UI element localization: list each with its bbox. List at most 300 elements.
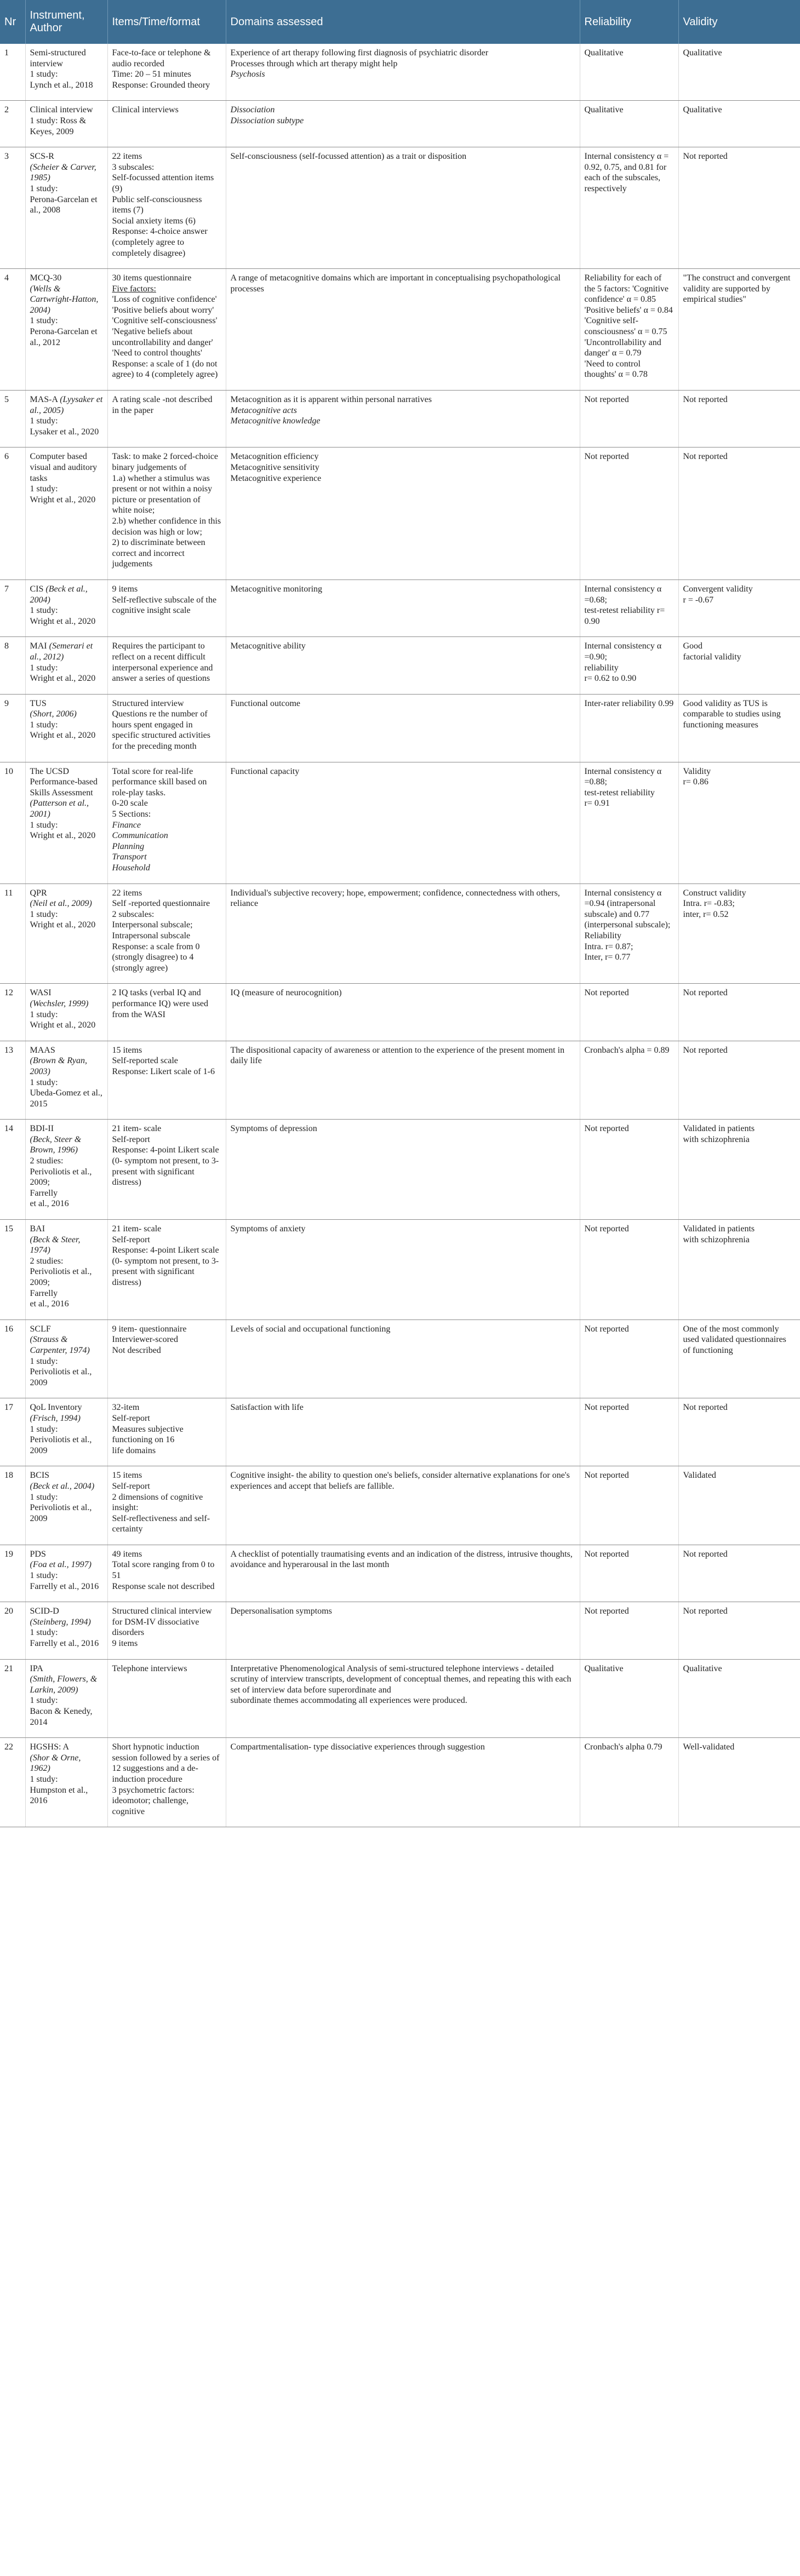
header-items: Items/Time/format [107,0,226,44]
cell-items [107,147,226,269]
header-row [0,0,800,44]
cell-reliability [580,694,678,762]
cell-instrument [25,1120,107,1220]
cell-items [107,1220,226,1320]
cell-line: 22 items [112,888,142,898]
cell-line: 32-item [112,1403,140,1413]
cell-nr: 6 [0,447,25,580]
cell-nr: 11 [0,883,25,984]
table-row [0,447,800,580]
cell-line: MCQ-30 [30,273,62,283]
cell-line: Intra. r= -0.83; [683,899,735,909]
cell-line: Metacognitive experience [230,473,322,483]
cell-items [107,984,226,1041]
cell-nr: 20 [0,1602,25,1659]
cell-line: 2) to discriminate between correct and incorrect judgements [112,538,205,569]
cell-line: QoL Inventory [30,1403,82,1413]
cell-line: Construct validity [683,888,746,898]
cell-line: 1 study: Ross & Keyes, 2009 [30,116,87,136]
table-row [0,762,800,883]
cell-domains [226,984,580,1041]
cell-reliability [580,1545,678,1602]
cell-line: Self-focussed attention items (9) [112,173,214,193]
cell-line: Qualitative [584,1663,624,1673]
cell-line: Not reported [584,1324,629,1334]
cell-line: Interpretative Phenomenological Analysis of semi-structured telephone interviews - detailed scrutiny of interview transcripts, development of conceptual themes, and repeating this with each set of interview data before superordinate and [230,1663,572,1695]
cell-line: Response: 4-point Likert scale (0- symptom not present, to 3- present with significant distress) [112,1145,219,1187]
cell-line: Not reported [584,1124,629,1134]
cell-instrument [25,762,107,883]
cell-line: Validated [683,1471,716,1481]
header-instrument: Instrument, Author [25,0,107,44]
cell-line: 2.b) whether confidence in this decision was high or low; [112,516,221,537]
cell-line: r= 0.91 [584,799,610,808]
cell-line: 'Positive beliefs about worry' [112,305,214,315]
cell-reliability [580,580,678,636]
cell-line: 21 item- scale [112,1224,162,1234]
cell-line: "The construct and convergent validity are supported by empirical studies" [683,273,791,305]
cell-line: MAAS [30,1045,55,1055]
cell-line: The UCSD Performance-based Skills Assessment [30,766,98,798]
cell-validity [678,1319,800,1398]
cell-nr: 21 [0,1659,25,1738]
cell-line: Lysaker et al., 2020 [30,427,99,437]
cell-line: Face-to-face or telephone & audio recorded [112,48,211,68]
cell-line: Not reported [584,988,629,998]
cell-line: 1 study: [30,663,58,673]
table-row [0,147,800,269]
cell-line: Perivoliotis et al., 2009 [30,1367,92,1387]
cell-line: Wright et al., 2020 [30,831,96,841]
cell-line: (Strauss & Carpenter, 1974) [30,1335,90,1355]
cell-line: 1 study: [30,183,58,193]
cell-line: Planning [112,841,145,851]
cell-line: (Short, 2006) [30,709,77,719]
cell-line: SCLF [30,1324,51,1334]
cell-line: 15 items [112,1471,142,1481]
table-row [0,1602,800,1659]
cell-line: Response scale not described [112,1581,215,1591]
cell-line: Metacognition as it is apparent within personal narratives [230,395,432,405]
cell-line: Metacognitive acts [230,405,297,415]
cell-instrument [25,44,107,101]
cell-line: (Scheier & Carver, 1985) [30,162,96,183]
cell-line: test-retest reliability r= 0.90 [584,606,665,626]
cell-line: WASI [30,988,52,998]
cell-line: 1 study: [30,1356,58,1366]
cell-line: 1 study: [30,720,58,730]
cell-instrument [25,580,107,636]
cell-instrument [25,147,107,269]
cell-nr: 19 [0,1545,25,1602]
cell-instrument [25,637,107,694]
cell-instrument [25,447,107,580]
cell-line: Good [683,641,703,651]
cell-line: Satisfaction with life [230,1403,304,1413]
cell-line: Levels of social and occupational functioning [230,1324,391,1334]
cell-line: Qualitative [584,105,624,115]
cell-line: 1 study: [30,1424,58,1434]
cell-line: Metacognitive knowledge [230,416,321,426]
cell-line: Symptoms of depression [230,1124,317,1134]
cell-items [107,1602,226,1659]
cell-line: Wright et al., 2020 [30,495,96,504]
cell-line: 'Need to control thoughts' [112,348,202,358]
cell-domains [226,1319,580,1398]
table-row [0,391,800,447]
cell-items [107,1041,226,1120]
cell-reliability [580,637,678,694]
cell-line: Task: to make 2 forced-choice binary judgements of [112,452,218,472]
cell-line: 1 study: [30,1492,58,1502]
cell-line: 1.a) whether a stimulus was present or not within a noisy picture or presentation of white noise; [112,473,213,515]
cell-line: Structured interview [112,698,184,708]
cell-line: Short hypnotic induction session followed by a series of 12 suggestions and a de-induction procedure [112,1742,220,1784]
cell-nr: 10 [0,762,25,883]
cell-validity [678,147,800,269]
cell-line: Not reported [683,1403,728,1413]
table-row [0,1041,800,1120]
cell-nr: 7 [0,580,25,636]
cell-instrument [25,1738,107,1827]
cell-line: MAI (Semerari et al., 2012) [30,641,93,662]
cell-validity [678,984,800,1041]
cell-line: 'Cognitive self-consciousness' [112,316,218,326]
cell-line: Interpersonal subscale; [112,920,193,930]
cell-line: One of the most commonly used validated questionnaires of functioning [683,1324,786,1355]
table-row [0,1738,800,1827]
cell-reliability [580,1120,678,1220]
cell-items [107,1659,226,1738]
cell-line: Not reported [683,452,728,462]
cell-domains [226,694,580,762]
cell-instrument [25,1041,107,1120]
cell-line: Intra. r= 0.87; [584,942,633,951]
table-body [0,44,800,1827]
cell-line: Qualitative [683,105,722,115]
cell-line: Measures subjective functioning on 16 [112,1424,184,1445]
cell-line: Self-report [112,1413,150,1423]
cell-line: Internal consistency α =0.68; [584,584,662,605]
cell-line: 2 studies: [30,1256,64,1266]
cell-line: Metacognitive sensitivity [230,463,319,472]
cell-line: Self-report [112,1235,150,1244]
cell-line: Response: Likert scale of 1-6 [112,1066,215,1076]
cell-line: Not reported [584,395,629,405]
cell-line: Functional outcome [230,698,301,708]
cell-line: Five factors: [112,284,156,294]
cell-line: TUS [30,698,47,708]
cell-line: Not reported [683,1045,728,1055]
cell-line: (Smith, Flowers, & Larkin, 2009) [30,1674,98,1695]
cell-line: 'Need to control thoughts' α = 0.78 [584,359,648,380]
cell-line: Self-report [112,1481,150,1491]
cell-nr: 1 [0,44,25,101]
cell-line: Reliability [584,931,622,940]
cell-line: Not reported [584,1403,629,1413]
cell-line: IPA [30,1663,43,1673]
cell-line: 1 study: [30,1628,58,1638]
cell-line: Validated in patients [683,1124,755,1134]
cell-line: MAS-A (Lyysaker et al., 2005) [30,395,103,415]
cell-line: factorial validity [683,652,741,662]
cell-line: Reliability for each of the 5 factors: 'Cognitive confidence' α = 0.85 [584,273,669,305]
cell-reliability [580,1041,678,1120]
cell-line: Well-validated [683,1742,735,1752]
cell-line: A range of metacognitive domains which are important in conceptualising psychopathological processes [230,273,561,294]
cell-line: Metacognition efficiency [230,452,319,462]
cell-line: Transport [112,852,147,862]
cell-line: 'Cognitive self-consciousness' α = 0.75 [584,316,667,337]
cell-line: Self-report [112,1134,150,1144]
cell-line: Psychosis [230,70,265,79]
cell-line: Not reported [683,988,728,998]
cell-line: Wright et al., 2020 [30,616,96,626]
cell-line: (Foa et al., 1997) [30,1560,92,1570]
cell-items [107,694,226,762]
cell-line: Humpston et al., 2016 [30,1785,88,1806]
cell-line: r= 0.62 to 0.90 [584,674,637,684]
cell-line: Cronbach's alpha = 0.89 [584,1045,670,1055]
cell-line: 1 study: [30,1009,58,1019]
cell-line: Perivoliotis et al., 2009; [30,1267,92,1287]
table-row [0,1398,800,1466]
cell-domains [226,391,580,447]
cell-line: 0-20 scale [112,799,148,808]
cell-line: Perivoliotis et al., 2009 [30,1435,92,1455]
cell-line: Time: 20 – 51 minutes [112,70,191,79]
cell-nr: 5 [0,391,25,447]
cell-line: CIS (Beck et al., 2004) [30,584,88,605]
cell-line: Self-consciousness (self-focussed attention) as a trait or disposition [230,152,467,162]
cell-line: Clinical interviews [112,105,179,115]
cell-domains [226,883,580,984]
cell-validity [678,762,800,883]
cell-validity [678,1120,800,1220]
cell-line: (Beck & Steer, 1974) [30,1235,81,1255]
cell-line: Household [112,863,150,873]
cell-validity [678,447,800,580]
cell-line: 2 dimensions of cognitive insight: [112,1492,203,1513]
cell-line: The dispositional capacity of awareness or attention to the experience of the present moment in daily life [230,1045,565,1066]
cell-instrument [25,883,107,984]
cell-line: Computer based visual and auditory tasks [30,452,98,483]
cell-reliability [580,1466,678,1545]
cell-reliability [580,1602,678,1659]
cell-line: Inter, r= 0.77 [584,953,631,962]
cell-reliability [580,447,678,580]
cell-line: Symptoms of anxiety [230,1224,306,1234]
cell-line: Total score for real-life performance skill based on role-play tasks. [112,766,207,798]
cell-line: Telephone interviews [112,1663,187,1673]
cell-line: A checklist of potentially traumatising events and an indication of the distress, intrusive thoughts, avoidance and hyperarousal in the last month [230,1549,573,1570]
cell-validity [678,1041,800,1120]
cell-line: Not reported [584,1607,629,1616]
cell-line: 1 study: [30,316,58,326]
cell-validity [678,1545,800,1602]
cell-line: 1 study: [30,820,58,830]
cell-line: Response: Grounded theory [112,80,210,90]
cell-line: 21 item- scale [112,1124,162,1134]
table-row [0,1220,800,1320]
cell-line: Metacognitive ability [230,641,306,651]
table-row [0,1120,800,1220]
cell-domains [226,147,580,269]
cell-line: r = -0.67 [683,595,714,605]
cell-line: Response: 4-point Likert scale (0- symptom not present, to 3- present with significant distress) [112,1246,219,1287]
cell-instrument [25,1466,107,1545]
cell-items [107,447,226,580]
cell-items [107,391,226,447]
cell-line: Not reported [683,395,728,405]
cell-validity [678,269,800,391]
cell-domains [226,1545,580,1602]
cell-line: Structured clinical interview for DSM-IV dissociative disorders [112,1607,212,1638]
cell-reliability [580,101,678,147]
cell-instrument [25,1545,107,1602]
cell-line: Response: a scale of 1 (do not agree) to 4 (completely agree) [112,359,218,380]
cell-line: (Beck et al., 2004) [30,1481,95,1491]
cell-line: 1 study: [30,1696,58,1706]
cell-nr: 13 [0,1041,25,1120]
cell-line: A rating scale -not described in the paper [112,395,213,415]
cell-line: Response: 4-choice answer (completely agree to completely disagree) [112,227,208,258]
cell-nr: 3 [0,147,25,269]
cell-reliability [580,984,678,1041]
cell-line: reliability [584,663,619,673]
cell-reliability [580,1398,678,1466]
cell-nr: 17 [0,1398,25,1466]
cell-line: Public self-consciousness items (7) [112,194,202,215]
cell-line: 2 subscales: [112,909,155,919]
cell-line: Processes through which art therapy might help [230,59,398,68]
cell-domains [226,637,580,694]
table-row [0,1466,800,1545]
cell-validity [678,101,800,147]
cell-instrument [25,1398,107,1466]
cell-line: BDI-II [30,1124,54,1134]
cell-nr: 14 [0,1120,25,1220]
cell-line: subordinate themes accommodating all experiences were produced. [230,1696,467,1706]
cell-validity [678,391,800,447]
cell-domains [226,1220,580,1320]
cell-line: Depersonalisation symptoms [230,1607,332,1616]
cell-nr: 16 [0,1319,25,1398]
cell-reliability [580,1319,678,1398]
cell-line: Internal consistency α =0.88; [584,766,662,787]
cell-line: 3 subscales: [112,162,155,172]
table-row [0,883,800,984]
cell-line: r= 0.86 [683,777,708,787]
cell-line: 1 study: [30,909,58,919]
cell-line: Communication [112,831,168,841]
cell-validity [678,580,800,636]
cell-line: Perona-Garcelan et al., 2008 [30,194,98,215]
cell-line: Dissociation subtype [230,116,304,125]
cell-line: Farrelly [30,1188,58,1198]
cell-items [107,1545,226,1602]
cell-line: Requires the participant to reflect on a recent difficult interpersonal experience and answer a series of questions [112,641,213,684]
cell-line: Wright et al., 2020 [30,731,96,741]
cell-line: (Shor & Orne, 1962) [30,1753,81,1774]
cell-line: 30 items questionnaire [112,273,192,283]
cell-reliability [580,147,678,269]
header-reliability: Reliability [580,0,678,44]
cell-line: Qualitative [683,1663,722,1673]
table-header [0,0,800,44]
cell-line: (Wells & Cartwright-Hatton, 2004) [30,284,99,315]
cell-line: (Steinberg, 1994) [30,1617,91,1627]
cell-validity [678,694,800,762]
cell-line: BCIS [30,1471,50,1481]
cell-instrument [25,1659,107,1738]
table-row [0,984,800,1041]
cell-line: Validity [683,766,711,776]
header-domains: Domains assessed [226,0,580,44]
cell-items [107,1466,226,1545]
cell-domains [226,1602,580,1659]
cell-line: Metacognitive monitoring [230,584,323,594]
cell-line: Not reported [683,1549,728,1559]
cell-items [107,1738,226,1827]
cell-line: Qualitative [683,48,722,58]
cell-line: inter, r= 0.52 [683,909,729,919]
cell-validity [678,637,800,694]
cell-domains [226,101,580,147]
cell-line: Cronbach's alpha 0.79 [584,1742,662,1752]
cell-line: Lynch et al., 2018 [30,80,93,90]
cell-line: SCS-R [30,152,54,162]
cell-line: IQ (measure of neurocognition) [230,988,342,998]
cell-line: with schizophrenia [683,1235,750,1244]
cell-line: et al., 2016 [30,1199,69,1209]
cell-line: Finance [112,820,141,830]
cell-line: Social anxiety items (6) [112,216,196,226]
cell-line: SCID-D [30,1607,59,1616]
cell-line: 5 Sections: [112,810,151,819]
cell-nr: 2 [0,101,25,147]
cell-nr: 22 [0,1738,25,1827]
cell-nr: 9 [0,694,25,762]
cell-line: Questions re the number of hours spent engaged in specific structured activities for the preceding month [112,709,210,751]
cell-line: 22 items [112,152,142,162]
cell-line: Functional capacity [230,766,300,776]
cell-instrument [25,391,107,447]
cell-instrument [25,269,107,391]
cell-domains [226,44,580,101]
cell-line: 'Positive beliefs' α = 0.84 [584,305,673,315]
cell-line: (Wechsler, 1999) [30,999,89,1008]
cell-domains [226,1466,580,1545]
cell-validity [678,1398,800,1466]
cell-line: Not reported [584,1471,629,1481]
cell-line: 9 items [112,1639,138,1649]
table-row [0,694,800,762]
cell-validity [678,1738,800,1827]
cell-line: Self-reflective subscale of the cognitive insight scale [112,595,217,616]
cell-domains [226,1738,580,1827]
cell-reliability [580,883,678,984]
cell-line: Self-reported scale [112,1056,178,1066]
cell-reliability [580,1220,678,1320]
cell-line: Convergent validity [683,584,753,594]
cell-nr: 18 [0,1466,25,1545]
cell-instrument [25,984,107,1041]
cell-reliability [580,1659,678,1738]
cell-line: Cognitive insight- the ability to question one's beliefs, consider alternative explanations for one's experiences and accept that beliefs are fallible. [230,1471,570,1491]
table-row [0,1659,800,1738]
cell-reliability [580,391,678,447]
